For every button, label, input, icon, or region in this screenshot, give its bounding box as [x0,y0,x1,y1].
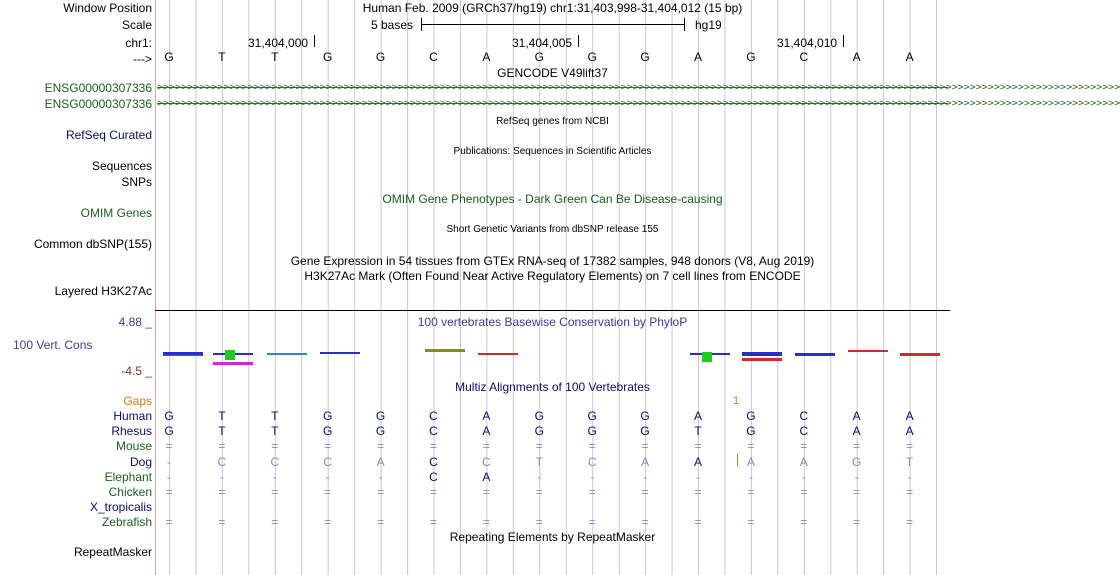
alignment-base: = [324,515,332,530]
alignment-base: = [588,485,596,499]
phylop-wiggle[interactable] [155,340,950,370]
gaps-value: 1 [733,395,740,407]
base-letter: G [587,50,597,64]
strand-arrow-label: ---> [133,52,152,66]
alignment-base: T [694,424,702,439]
scale-bar-end-tick [684,18,685,31]
base-letter: A [852,50,861,64]
coord-2: 31,404,005 [512,36,573,50]
refseq-label[interactable]: RefSeq Curated [65,128,152,142]
repeat-label[interactable]: RepeatMasker [73,545,152,559]
alignment-base: = [747,515,755,530]
alignment-base: T [271,409,279,423]
species-label[interactable]: Elephant [104,469,152,484]
alignment-base: C [482,454,491,469]
coord-1-tick [314,35,315,47]
alignment-base: = [535,439,543,454]
alignment-base: - [748,469,753,484]
dbsnp-label[interactable]: Common dbSNP(155) [33,237,152,251]
alignment-base: = [800,515,808,530]
alignment-base: A [852,409,861,423]
alignment-base: = [588,515,596,530]
alignment-base: T [905,454,914,469]
phylop-max: 4.88 _ [118,315,152,329]
omim-title: OMIM Gene Phenotypes - Dark Green Can Be Disease-causing [382,192,723,206]
alignment-base: G [852,454,862,469]
scale-bases: 5 bases [371,18,414,32]
base-letter: G [164,50,174,64]
alignment-base: C [429,469,438,484]
alignment-base: = [694,515,702,530]
alignment-base: G [746,424,756,439]
alignment-base: = [482,439,490,454]
alignment-base: = [588,439,596,454]
h3k27-baseline [155,310,950,311]
alignment-base: A [799,454,808,469]
alignment-base: = [853,515,861,530]
alignment-base: = [218,485,226,499]
alignment-base: = [165,515,173,530]
alignment-base: A [746,454,755,469]
alignment-base: G [640,424,650,439]
base-letter: A [905,50,914,64]
species-label[interactable]: Mouse [115,439,152,454]
species-label[interactable]: Rhesus [111,424,152,439]
alignment-base: = [800,439,808,454]
species-label[interactable]: Human [113,409,152,423]
gtex-title: Gene Expression in 54 tissues from GTEx RNA-seq of 17382 samples, 948 donors (V8, Aug 2019) [290,254,815,268]
alignment-base: G [746,409,756,423]
alignment-base: A [693,454,702,469]
species-label[interactable]: Dog [129,454,152,469]
base-letter: G [375,50,386,64]
alignment-base: = [377,515,385,530]
alignment-base: - [643,469,648,484]
alignment-base: = [218,515,226,530]
scale-bar [421,24,684,25]
alignment-base: = [429,485,437,499]
alignment-base: T [535,454,543,469]
alignment-base: = [377,439,385,454]
alignment-base: C [217,454,227,469]
alignment-base: A [641,454,650,469]
alignment-base: = [429,515,437,530]
alignment-base: G [587,424,597,439]
base-letter: G [323,50,333,64]
alignment-base: = [694,485,702,499]
scale-assembly: hg19 [695,18,722,32]
alignment-base: A [905,409,914,423]
alignment-base: = [906,439,914,454]
alignment-base: T [218,424,226,439]
alignment-base: = [271,515,279,530]
gene-label-1[interactable]: ENSG00000307336 [44,81,152,95]
refseq-title: RefSeq genes from NCBI [496,116,609,127]
species-label[interactable]: Zebrafish [101,515,152,530]
alignment-base: = [482,485,490,499]
phylop-label[interactable]: 100 Vert. Cons [13,338,93,352]
base-letter: G [640,50,650,64]
alignment-base: - [801,469,806,484]
alignment-base: C [587,454,597,469]
window-position-label: Window Position [63,1,152,15]
base-letter: C [799,50,809,64]
snps-label[interactable]: SNPs [121,175,152,189]
chrom-label: chr1: [125,36,152,50]
base-letter: C [429,50,438,64]
gene-track-1[interactable]: >>>>>>>>>>>>>>>>>>>>>>>>>>>>>>>>>>>>>>>>>>>>>>>>>>>>>>>>>>>>>>>>>>>>>>>>>>>>>>>>>>>>>>>>>>>>>>>>>>>>>>>>>>>>>>>>>>>>>>>>>>>>>>>>>>>>>>>>>>>>>>>>>>>>>>>>>>>>>>>> [157,82,1120,93]
alignment-base: = [377,485,385,499]
alignment-base: A [376,454,385,469]
alignment-base: C [270,454,280,469]
alignment-base: = [906,485,914,499]
alignment-base: A [482,424,491,439]
alignment-base: - [167,469,171,484]
omim-label[interactable]: OMIM Genes [80,206,152,220]
alignment-base: - [696,469,700,484]
alignment-base: A [905,424,914,439]
coord-2-tick [578,35,579,47]
alignment-base: C [799,424,809,439]
alignment-base: = [218,439,226,454]
alignment-base: A [693,409,702,423]
phylop-min: -4.5 _ [121,364,152,378]
alignment-base: G [164,409,174,423]
multiz-title: Multiz Alignments of 100 Vertebrates [455,380,650,394]
alignment-base: = [535,485,543,499]
species-label[interactable]: X_tropicalis [89,500,152,515]
base-letter: A [693,50,702,64]
alignment-base: = [694,439,702,454]
sequences-label[interactable]: Sequences [91,159,152,173]
base-letter: T [218,50,226,64]
scale-label: Scale [121,18,152,32]
scale-bar-start-tick [421,18,422,31]
publications-title: Publications: Sequences in Scientific Articles [453,146,652,157]
alignment-base: = [324,439,332,454]
alignment-base: = [747,485,755,499]
alignment-base: - [325,469,330,484]
label-divider [155,0,156,575]
alignment-base: G [534,424,544,439]
alignment-base: = [271,485,279,499]
alignment-base: A [852,424,861,439]
alignment-base: G [640,409,650,423]
alignment-base: G [587,409,597,423]
alignment-base: T [218,409,226,423]
gaps-label: Gaps [123,394,152,408]
h3k27-title: H3K27Ac Mark (Often Found Near Active Regulatory Elements) on 7 cell lines from ENCODE [304,269,801,283]
alignment-base: C [429,454,438,469]
alignment-base: = [800,485,808,499]
gene-label-2[interactable]: ENSG00000307336 [44,97,152,111]
alignment-base: - [907,469,912,484]
alignment-base: A [482,409,491,423]
alignment-base: C [429,409,438,423]
repeat-title: Repeating Elements by RepeatMasker [449,530,656,544]
coord-3: 31,404,010 [777,36,838,50]
h3k27-label[interactable]: Layered H3K27Ac [54,284,152,298]
base-letter: G [534,50,544,64]
alignment-base: C [799,409,809,423]
gencode-title: GENCODE V49lift37 [497,66,608,80]
base-letter: G [746,50,756,64]
alignment-base: G [323,409,333,423]
position-text[interactable]: Human Feb. 2009 (GRCh37/hg19) chr1:31,403,998-31,404,012 (15 bp) [362,1,743,15]
alignment-base: - [272,469,277,484]
alignment-base: G [375,424,386,439]
alignment-base: = [324,485,332,499]
alignment-base: = [641,439,649,454]
coord-1: 31,404,000 [248,36,309,50]
dbsnp-title: Short Genetic Variants from dbSNP release 155 [446,224,659,235]
gap-marker [737,454,738,466]
phylop-marks [163,349,940,365]
alignment-base: = [271,439,279,454]
phylop-title: 100 vertebrates Basewise Conservation by PhyloP [417,315,688,329]
alignment-base: = [853,485,861,499]
alignment-base: - [537,469,542,484]
base-letter: A [482,50,491,64]
alignment-base: = [429,439,437,454]
alignment-base: = [853,439,861,454]
alignment-base: C [429,424,438,439]
species-label[interactable]: Chicken [108,485,152,499]
alignment-base: = [906,515,914,530]
alignment-base: G [534,409,544,423]
alignment-base: - [378,469,383,484]
alignment-base: - [167,454,171,469]
gene-track-2[interactable]: >>>>>>>>>>>>>>>>>>>>>>>>>>>>>>>>>>>>>>>>>>>>>>>>>>>>>>>>>>>>>>>>>>>>>>>>>>>>>>>>>>>>>>>>>>>>>>>>>>>>>>>>>>>>>>>>>>>>>>>>>>>>>>>>>>>>>>>>>>>>>>>>>>>>>>>>>>>>>>>> [157,98,1120,109]
alignment-base: - [219,469,224,484]
alignment-base: C [323,454,333,469]
alignment-base: = [482,515,490,530]
alignment-base: = [747,439,755,454]
coord-3-tick [843,35,844,47]
alignment-base: G [375,409,386,423]
alignment-base: = [165,485,173,499]
alignment-base: = [165,439,173,454]
alignment-base: G [164,424,174,439]
alignment-base: T [271,424,279,439]
base-letter: T [271,50,279,64]
alignment-base: = [641,485,649,499]
alignment-base: G [323,424,333,439]
alignment-base: - [590,469,595,484]
alignment-base: = [641,515,649,530]
alignment-base: = [535,515,543,530]
alignment-base: A [482,469,491,484]
alignment-base: - [854,469,859,484]
